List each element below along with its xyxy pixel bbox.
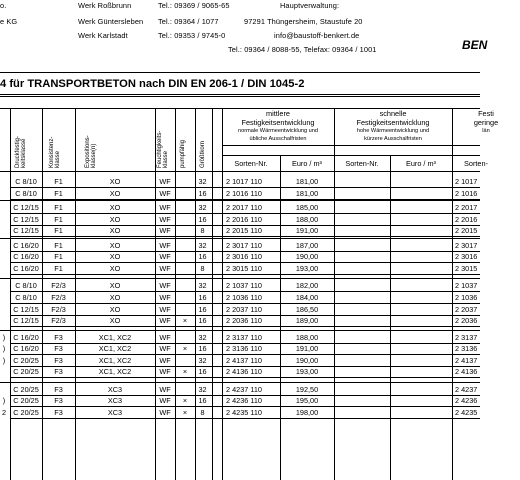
table-cell-sortennr: 2 3015 110 (226, 263, 262, 273)
table-cell-feuchtigkeit: WF (159, 396, 171, 406)
plant-name: Werk Güntersleben (78, 17, 144, 26)
table-cell-sortennr-3: 2 2016 (455, 214, 478, 224)
table-cell-sortennr-3: 2 2017 (455, 203, 478, 213)
table-cell-sortennr: 2 2016 110 (226, 214, 262, 224)
plant-phone: Tel.: 09353 / 9745-0 (158, 31, 226, 40)
table-cell-groesstkorn: 32 (198, 203, 207, 213)
table-cell-sortennr-3: 2 1016 (455, 188, 478, 198)
table-cell-sortennr: 2 1036 110 (226, 292, 262, 302)
table-cell-sortennr: 2 2036 110 (226, 316, 262, 326)
plant-phone: Tel.: 09369 / 9065-65 (158, 1, 230, 10)
row-line (10, 187, 480, 188)
table-cell-sortennr: 2 4236 110 (226, 396, 262, 406)
table-cell-sortennr: 2 2037 110 (226, 304, 262, 314)
divider (0, 72, 480, 73)
table-cell-konsistenz: F3 (54, 396, 63, 406)
table-cell-konsistenz: F1 (54, 226, 63, 236)
table-cell-feuchtigkeit: WF (159, 316, 171, 326)
table-cell-exposition: XC1, XC2 (98, 367, 132, 377)
table-cell-preis: 181,00 (295, 188, 319, 198)
table-cell-konsistenz: F2/3 (51, 304, 66, 314)
header-part: keitsklasse (21, 138, 27, 168)
grid-line (222, 145, 480, 146)
table-cell-konsistenz: F2/3 (51, 281, 66, 291)
table-cell-sortennr: 2 4136 110 (226, 367, 262, 377)
table-cell-klasse: C 16/20 (13, 263, 39, 273)
table-cell-klasse: C 12/15 (13, 316, 39, 326)
row-line (10, 274, 480, 275)
section-line (0, 238, 480, 239)
table-cell-preis: 190,00 (295, 355, 319, 365)
table-cell-exposition: XC3 (107, 407, 123, 417)
row-line (10, 213, 480, 214)
table-cell-feuchtigkeit: WF (159, 292, 171, 302)
table-cell-preis: 189,00 (295, 316, 319, 326)
table-cell-exposition: XO (109, 263, 121, 273)
speed-group-sub: Festigkeitsentwicklung (241, 118, 315, 127)
row-line (10, 418, 480, 419)
table-cell-pumpfaehig: × (182, 407, 188, 417)
table-cell-exposition: XO (109, 292, 121, 302)
table-cell-sortennr-3: 2 1037 (455, 281, 478, 291)
hq-phone: Tel.: 09364 / 8088-55, Telefax: 09364 / 1001 (228, 45, 377, 54)
table-cell-groesstkorn: 16 (198, 252, 207, 262)
column-header-exposition (85, 135, 97, 168)
table-cell-sortennr-3: 2 4236 (455, 396, 478, 406)
table-cell-groesstkorn: 32 (198, 355, 207, 365)
hq-email: info@baustoff-benkert.de (274, 31, 360, 40)
table-cell-groesstkorn: 32 (198, 384, 207, 394)
table-cell-groesstkorn: 8 (200, 263, 205, 273)
section-line (0, 278, 480, 279)
table-cell-konsistenz: F1 (54, 263, 63, 273)
table-cell-feuchtigkeit: WF (159, 281, 171, 291)
table-cell-groesstkorn: 32 (198, 332, 207, 342)
speed-group-name: schnelle (379, 109, 407, 118)
table-cell-preis: 190,00 (295, 252, 319, 262)
table-cell-exposition: XC1, XC2 (98, 344, 132, 354)
table-cell-klasse: C 20/25 (13, 367, 39, 377)
header-part: klasse (55, 150, 61, 168)
table-cell-sortennr: 2 1017 110 (226, 177, 262, 186)
hq-title: Hauptverwaltung: (280, 1, 340, 10)
speed-group-sub: Festigkeitsentwicklung (356, 118, 430, 127)
table-cell-feuchtigkeit: WF (159, 367, 171, 377)
row-marker: ) (2, 355, 6, 365)
sub-column-header: Euro / m³ (405, 159, 436, 168)
table-cell-exposition: XC3 (107, 384, 123, 394)
table-cell-sortennr-3: 2 2015 (455, 226, 478, 236)
table-cell-exposition: XO (109, 226, 121, 236)
table-cell-sortennr-3: 2 4136 (455, 367, 478, 377)
table-cell-groesstkorn: 8 (200, 226, 205, 236)
grid-line (0, 108, 480, 109)
table-cell-sortennr: 2 4237 110 (226, 384, 262, 394)
sub-column-header: Sorten-Nr. (345, 159, 379, 168)
table-cell-feuchtigkeit: WF (159, 263, 171, 273)
table-cell-feuchtigkeit: WF (159, 214, 171, 224)
plant-name: Werk Karlstadt (78, 31, 128, 40)
table-cell-konsistenz: F3 (54, 407, 63, 417)
table-cell-sortennr: 2 3136 110 (226, 344, 262, 354)
speed-group-note: normale Wärmeentwicklung und (238, 128, 318, 134)
sub-column-header: Euro / m³ (291, 159, 322, 168)
table-cell-konsistenz: F2/3 (51, 292, 66, 302)
sub-column-header: Sorten-Nr. (234, 159, 268, 168)
grid-line (0, 171, 480, 172)
table-cell-konsistenz: F3 (54, 332, 63, 342)
plant-name: Werk Roßbrunn (78, 1, 132, 10)
sub-column-header: Sorten- (464, 159, 488, 168)
page-title: 4 für TRANSPORTBETON nach DIN EN 206-1 / DIN 1045-2 (0, 78, 305, 90)
table-cell-preis: 188,00 (295, 214, 319, 224)
table-cell-preis: 191,00 (295, 344, 319, 354)
table-cell-sortennr: 2 3016 110 (226, 252, 262, 262)
table-cell-konsistenz: F1 (54, 203, 63, 213)
table-cell-sortennr-3: 2 3015 (455, 263, 478, 273)
table-cell-klasse: C 20/25 (13, 355, 39, 365)
table-cell-sortennr-3: 2 4237 (455, 384, 478, 394)
table-cell-exposition: XO (109, 252, 121, 262)
section-line (0, 382, 480, 383)
letterhead-text: e KG (0, 17, 18, 26)
table-cell-groesstkorn: 16 (198, 292, 207, 302)
table-cell-pumpfaehig: × (182, 316, 188, 326)
speed-group-sub: geringe (473, 118, 499, 127)
column-header-groesstkorn: Größtkorn (200, 140, 206, 168)
table-cell-exposition: XO (109, 240, 121, 250)
header-part: Expositions- (85, 135, 91, 168)
header-part: klasse(n) (91, 143, 97, 168)
table-cell-groesstkorn: 16 (198, 344, 207, 354)
table-cell-klasse: C 12/15 (13, 203, 39, 213)
table-cell-groesstkorn: 16 (198, 316, 207, 326)
table-cell-pumpfaehig: × (182, 396, 188, 406)
table-cell-klasse: C 20/25 (13, 384, 39, 394)
row-marker: ) (2, 332, 6, 342)
table-cell-pumpfaehig: × (182, 367, 188, 377)
table-cell-sortennr-3: 2 4235 (455, 407, 478, 417)
table-cell-klasse: C 8/10 (15, 177, 37, 186)
table-cell-sortennr-3: 2 2037 (455, 304, 478, 314)
table-cell-feuchtigkeit: WF (159, 226, 171, 236)
table-cell-konsistenz: F3 (54, 367, 63, 377)
table-cell-konsistenz: F1 (54, 252, 63, 262)
speed-group-name: mittlere (266, 109, 290, 118)
table-top-line (0, 94, 480, 95)
letterhead-text: o. (0, 1, 7, 10)
table-cell-feuchtigkeit: WF (159, 252, 171, 262)
table-cell-exposition: XC3 (107, 396, 123, 406)
table-cell-preis: 181,00 (295, 177, 319, 186)
table-cell-groesstkorn: 16 (198, 367, 207, 377)
table-cell-sortennr-3: 2 1017 (455, 177, 478, 186)
table-cell-preis: 193,00 (295, 367, 319, 377)
table-cell-sortennr-3: 2 3017 (455, 240, 478, 250)
table-cell-sortennr: 2 2015 110 (226, 226, 262, 236)
table-cell-preis: 193,00 (295, 263, 319, 273)
table-cell-exposition: XO (109, 214, 121, 224)
header-part: Konsistenz- (49, 136, 55, 168)
table-cell-feuchtigkeit: WF (159, 384, 171, 394)
speed-group-note: kürzere Ausschalfristen (364, 136, 422, 142)
grid-line (175, 108, 176, 480)
table-cell-exposition: XO (109, 316, 121, 326)
table-cell-exposition: XO (109, 188, 121, 198)
table-cell-pumpfaehig: × (182, 344, 188, 354)
table-cell-groesstkorn: 16 (198, 214, 207, 224)
table-cell-klasse: C 20/25 (13, 396, 39, 406)
table-cell-preis: 185,00 (295, 203, 319, 213)
table-cell-preis: 182,00 (295, 281, 319, 291)
table-cell-groesstkorn: 16 (198, 304, 207, 314)
table-cell-preis: 195,00 (295, 396, 319, 406)
table-cell-feuchtigkeit: WF (159, 240, 171, 250)
table-cell-feuchtigkeit: WF (159, 304, 171, 314)
table-cell-preis: 187,00 (295, 240, 319, 250)
table-cell-sortennr: 2 1037 110 (226, 281, 262, 291)
row-line (10, 377, 480, 378)
table-cell-sortennr: 2 1016 110 (226, 188, 262, 198)
table-cell-feuchtigkeit: WF (159, 355, 171, 365)
section-line (0, 330, 480, 331)
table-cell-groesstkorn: 16 (198, 396, 207, 406)
table-cell-konsistenz: F1 (54, 240, 63, 250)
grid-line (212, 108, 213, 480)
table-cell-groesstkorn: 32 (198, 177, 207, 186)
table-cell-konsistenz: F3 (54, 355, 63, 365)
table-cell-exposition: XC1, XC2 (98, 332, 132, 342)
column-header-feuchtigkeit (157, 131, 169, 168)
column-header-konsistenz (49, 137, 61, 168)
section-line (0, 200, 480, 201)
table-cell-klasse: C 8/10 (15, 188, 37, 198)
grid-line (390, 155, 391, 171)
header-part: Feuchtigkeits- (157, 130, 163, 168)
speed-group-name: Festi (478, 109, 494, 118)
table-cell-konsistenz: F3 (54, 344, 63, 354)
table-cell-exposition: XO (109, 203, 121, 213)
table-cell-groesstkorn: 32 (198, 240, 207, 250)
table-cell-sortennr: 2 4235 110 (226, 407, 262, 417)
table-cell-exposition: XO (109, 281, 121, 291)
grid-line (452, 108, 453, 480)
table-cell-klasse: C 16/20 (13, 344, 39, 354)
table-cell-exposition: XO (109, 304, 121, 314)
table-cell-feuchtigkeit: WF (159, 177, 171, 186)
table-cell-konsistenz: F1 (54, 214, 63, 224)
table-cell-groesstkorn: 8 (200, 407, 205, 417)
table-cell-sortennr-3: 2 3137 (455, 332, 478, 342)
table-cell-klasse: C 16/20 (13, 332, 39, 342)
row-marker: ) (2, 396, 6, 406)
table-cell-exposition: XC1, XC2 (98, 355, 132, 365)
table-cell-sortennr-3: 2 2036 (455, 316, 478, 326)
table-cell-klasse: C 16/20 (13, 252, 39, 262)
table-cell-preis: 188,00 (295, 332, 319, 342)
table-cell-klasse: C 8/10 (15, 281, 37, 291)
header-part: Druckfestig- (15, 135, 21, 168)
table-cell-sortennr-3: 2 1036 (455, 292, 478, 302)
grid-line (222, 155, 480, 156)
table-cell-sortennr-3: 2 3016 (455, 252, 478, 262)
table-cell-sortennr: 2 3137 110 (226, 332, 262, 342)
table-cell-klasse: C 20/25 (13, 407, 39, 417)
table-cell-konsistenz: F3 (54, 384, 63, 394)
table-cell-preis: 191,00 (295, 226, 319, 236)
table-cell-preis: 186,50 (295, 304, 319, 314)
company-logo: BEN (462, 38, 488, 52)
table-cell-feuchtigkeit: WF (159, 332, 171, 342)
grid-line (334, 108, 335, 480)
table-cell-feuchtigkeit: WF (159, 344, 171, 354)
table-cell-klasse: C 16/20 (13, 240, 39, 250)
table-cell-feuchtigkeit: WF (159, 407, 171, 417)
table-cell-feuchtigkeit: WF (159, 188, 171, 198)
table-cell-konsistenz: F1 (54, 177, 63, 186)
table-cell-konsistenz: F1 (54, 188, 63, 198)
row-line (10, 303, 480, 304)
table-cell-klasse: C 12/15 (13, 304, 39, 314)
table-cell-feuchtigkeit: WF (159, 203, 171, 213)
table-cell-sortennr: 2 2017 110 (226, 203, 262, 213)
table-cell-sortennr-3: 2 3136 (455, 344, 478, 354)
hq-address: 97291 Thüngersheim, Staustufe 20 (244, 17, 363, 26)
plant-phone: Tel.: 09364 / 1077 (158, 17, 219, 26)
table-cell-klasse: C 8/10 (15, 292, 37, 302)
table-cell-preis: 184,00 (295, 292, 319, 302)
speed-group-note: län (482, 128, 490, 134)
table-cell-konsistenz: F2/3 (51, 316, 66, 326)
speed-group-note: hohe Wärmeentwicklung und (356, 128, 430, 134)
table-cell-klasse: C 12/15 (13, 214, 39, 224)
table-cell-sortennr-3: 2 4137 (455, 355, 478, 365)
table-cell-groesstkorn: 32 (198, 281, 207, 291)
row-line (10, 326, 480, 327)
table-cell-preis: 198,00 (295, 407, 319, 417)
header-part: klasse (163, 150, 169, 168)
table-cell-groesstkorn: 16 (198, 188, 207, 198)
row-marker: 2 (1, 407, 7, 417)
table-cell-klasse: C 12/15 (13, 226, 39, 236)
table-cell-sortennr: 2 3017 110 (226, 240, 262, 250)
table-cell-exposition: XO (109, 177, 121, 186)
column-header-pumpfaehig: pumpfähig (180, 139, 186, 168)
table-top-line (0, 96, 480, 97)
speed-group-note: übliche Ausschalfristen (249, 136, 307, 142)
row-marker: ) (2, 344, 6, 354)
column-header-druckfestigkeit (15, 136, 27, 168)
table-cell-preis: 192,50 (295, 384, 319, 394)
table-cell-sortennr: 2 4137 110 (226, 355, 262, 365)
grid-line (280, 155, 281, 171)
